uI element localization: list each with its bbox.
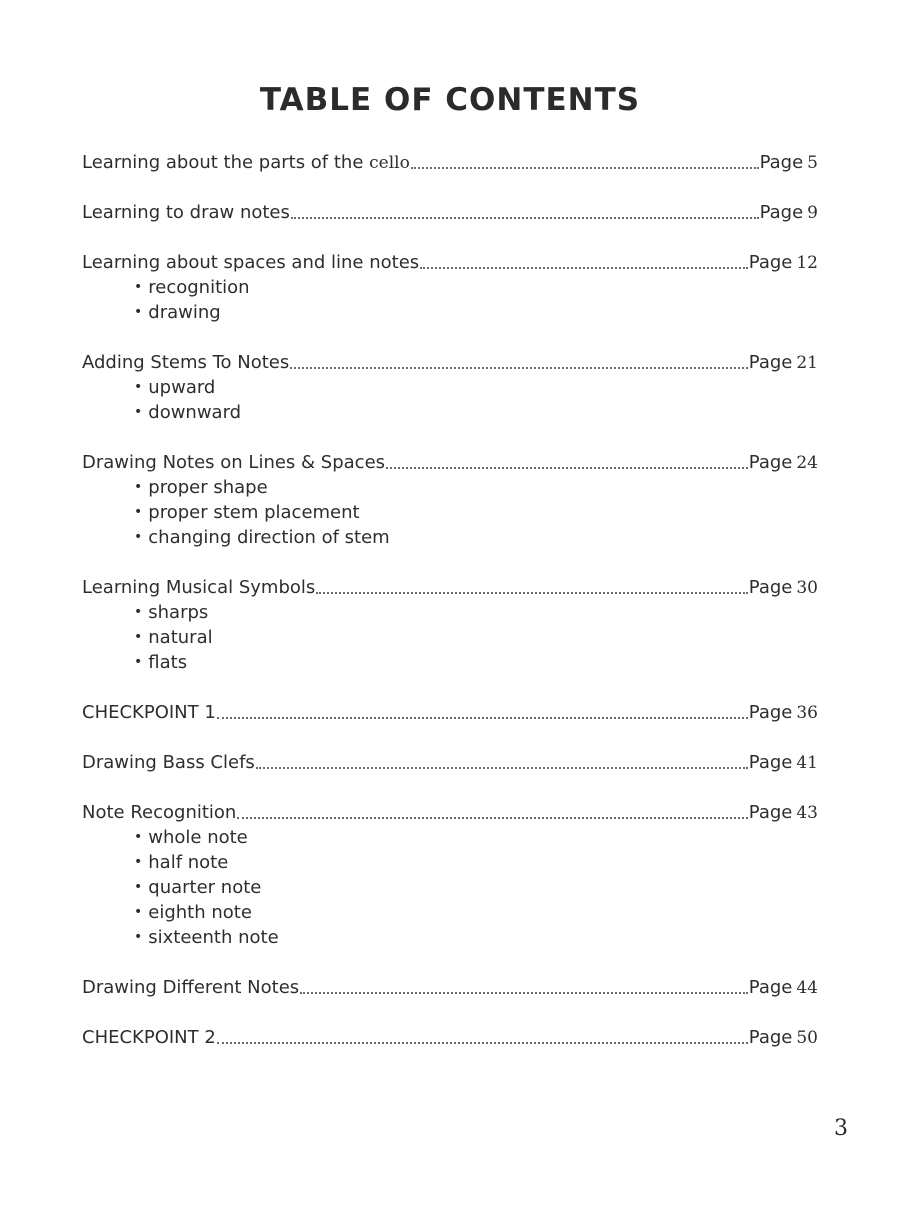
toc-entry-page: Page 5 [759, 152, 818, 173]
toc-entry [82, 200, 818, 225]
dot-leader [386, 450, 748, 469]
toc-subitem: • proper shape [134, 477, 268, 498]
toc-entry-line[interactable] [82, 200, 818, 225]
dot-leader [217, 700, 748, 719]
dot-leader [411, 150, 759, 169]
toc-entry [82, 150, 818, 175]
toc-entry-line[interactable] [82, 800, 818, 825]
toc-entry-page: Page 12 [748, 252, 818, 273]
page-title: TABLE OF CONTENTS [259, 82, 641, 118]
toc-entry [82, 800, 818, 950]
toc-entry-label: Learning Musical Symbols [82, 577, 316, 598]
toc-entry-page: Page 30 [748, 577, 818, 598]
toc-entry-label: Adding Stems To Notes [82, 352, 290, 373]
toc-entry-page: Page 9 [759, 202, 818, 223]
dot-leader [237, 800, 747, 819]
toc-entry [82, 450, 818, 550]
toc-subitem: • quarter note [134, 877, 262, 898]
dot-leader [217, 1025, 748, 1044]
dot-leader [300, 975, 748, 994]
toc-subitem: • flats [134, 652, 188, 673]
toc-subitem: • recognition [134, 277, 250, 298]
toc-subitem: • half note [134, 852, 229, 873]
toc-entry-label: Note Recognition [82, 802, 237, 823]
toc-entry-line[interactable] [82, 350, 818, 375]
toc-subitem: • sixteenth note [134, 927, 279, 948]
toc-entry-label: CHECKPOINT 2 [82, 1027, 216, 1048]
toc-entry [82, 575, 818, 675]
toc-subitem: • whole note [134, 827, 248, 848]
toc-subitem: • drawing [134, 302, 221, 323]
toc-entry-line[interactable] [82, 750, 818, 775]
toc-entry-label: Learning about the parts of the cello [82, 152, 410, 173]
toc-entry-page: Page 41 [748, 752, 818, 773]
toc-subitem: • proper stem placement [134, 502, 360, 523]
toc-entry-line[interactable] [82, 975, 818, 1000]
toc-entry-label: Drawing Different Notes [82, 977, 300, 998]
toc-entry-line[interactable] [82, 450, 818, 475]
toc-entry [82, 250, 818, 325]
toc-entry-page: Page 43 [748, 802, 818, 823]
toc-entry-page: Page 50 [748, 1027, 818, 1048]
toc-entry-line[interactable] [82, 250, 818, 275]
toc-entry-page: Page 24 [748, 452, 818, 473]
toc-entry-page: Page 36 [748, 702, 818, 723]
toc-entry-page: Page 21 [748, 352, 818, 373]
toc-entry-label: Drawing Bass Clefs [82, 752, 255, 773]
toc-entry [82, 700, 818, 725]
toc-entry [82, 350, 818, 425]
toc-subitem: • natural [134, 627, 213, 648]
toc-subitem: • upward [134, 377, 216, 398]
toc-entry-line[interactable] [82, 700, 818, 725]
toc-entry-page: Page 44 [748, 977, 818, 998]
toc-entry [82, 1025, 818, 1050]
toc-entry-label: CHECKPOINT 1 [82, 702, 216, 723]
dot-leader [290, 350, 748, 369]
dot-leader [420, 250, 748, 269]
toc-subitem: • changing direction of stem [134, 527, 390, 548]
toc-subitem: • downward [134, 402, 242, 423]
toc-entry-label: Drawing Notes on Lines & Spaces [82, 452, 386, 473]
dot-leader [316, 575, 748, 594]
toc-entry-line[interactable] [82, 150, 818, 175]
toc-entry-label: Learning about spaces and line notes [82, 252, 420, 273]
page-number: 3 [834, 1116, 848, 1141]
toc-entry-label: Learning to draw notes [82, 202, 290, 223]
dot-leader [291, 200, 759, 219]
toc-entry-line[interactable] [82, 575, 818, 600]
toc-entry [82, 975, 818, 1000]
toc-entry-line[interactable] [82, 1025, 818, 1050]
table-of-contents [82, 150, 818, 1075]
toc-subitem: • eighth note [134, 902, 252, 923]
toc-subitem: • sharps [134, 602, 209, 623]
toc-entry [82, 750, 818, 775]
dot-leader [256, 750, 748, 769]
